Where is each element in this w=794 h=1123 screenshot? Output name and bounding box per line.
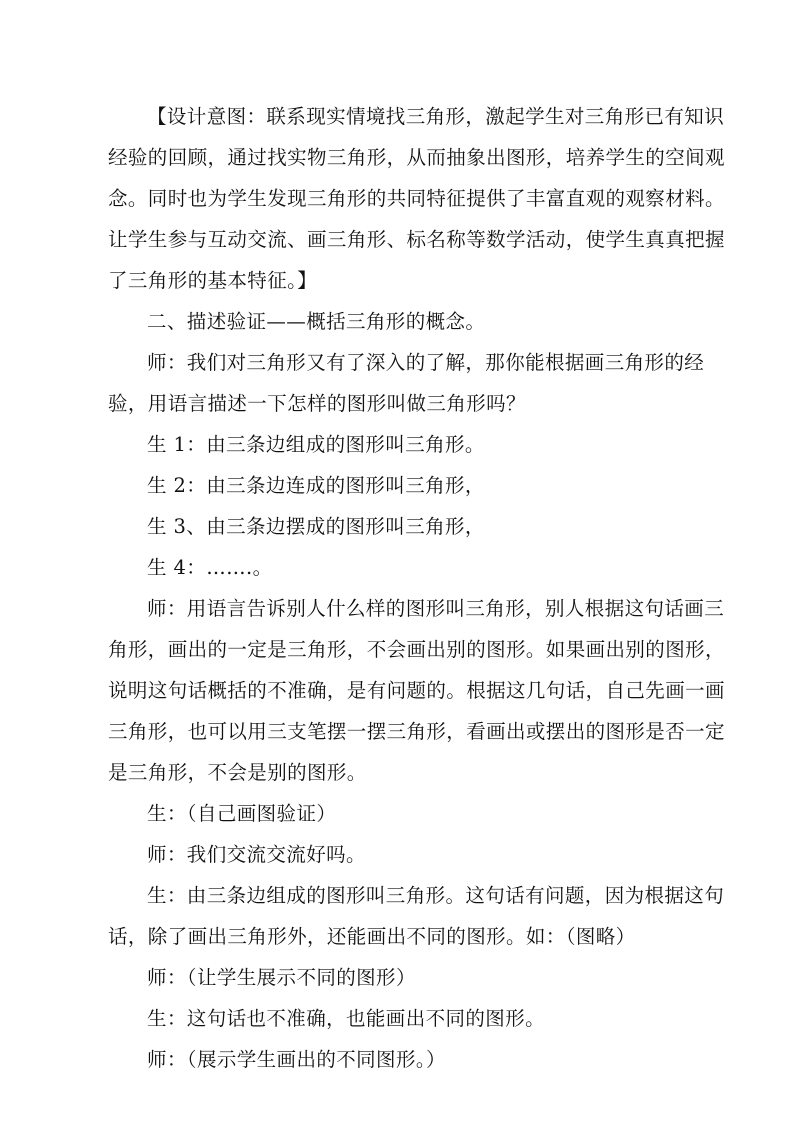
document-body xyxy=(108,96,728,1080)
student-line: 生：（自己画图验证） xyxy=(147,802,337,825)
teacher-line: 师：我们对三角形又有了深入的了解，那你能根据画三角形的经验，用语言描述一下怎样的图形叫做三角形吗？ xyxy=(108,351,705,415)
teacher-line: 师：用语言告诉别人什么样的图形叫三角形，别人根据这句话画三角形，画出的一定是三角形，不会画出别的图形。如果画出别的图形，说明这句话概括的不准确，是有问题的。根据这几句话，自己先画一画三角形，也可以用三支笔摆一摆三角形，看画出或摆出的图形是否一定是三角形，不会是别的图形。 xyxy=(108,597,725,784)
student-line: 生 1：由三条边组成的图形叫三角形。 xyxy=(147,433,485,456)
teacher-line: 师：（让学生展示不同的图形） xyxy=(147,966,416,989)
teacher-line: 师：我们交流交流好吗。 xyxy=(147,843,366,866)
design-intent-paragraph: 【设计意图：联系现实情境找三角形，激起学生对三角形已有知识经验的回顾，通过找实物三角形，从而抽象出图形，培养学生的空间观念。同时也为学生发现三角形的共同特征提供了丰富直观的观察材料。让学生参与互动交流、画三角形、标名称等数学活动，使学生真真把握了三角形的基本特征。】 xyxy=(108,105,725,292)
student-line: 生 4：…….。 xyxy=(147,556,273,579)
teacher-line: 师：（展示学生画出的不同图形。） xyxy=(147,1048,446,1071)
student-line: 生：这句话也不准确，也能画出不同的图形。 xyxy=(147,1007,546,1030)
section-heading: 二、描述验证——概括三角形的概念。 xyxy=(147,310,486,333)
student-line: 生 2：由三条边连成的图形叫三角形， xyxy=(147,474,485,497)
student-line: 生：由三条边组成的图形叫三角形。这句话有问题，因为根据这句话，除了画出三角形外，还能画出不同的图形。如：（图略） xyxy=(108,884,725,948)
student-line: 生 3、由三条边摆成的图形叫三角形， xyxy=(147,515,485,538)
